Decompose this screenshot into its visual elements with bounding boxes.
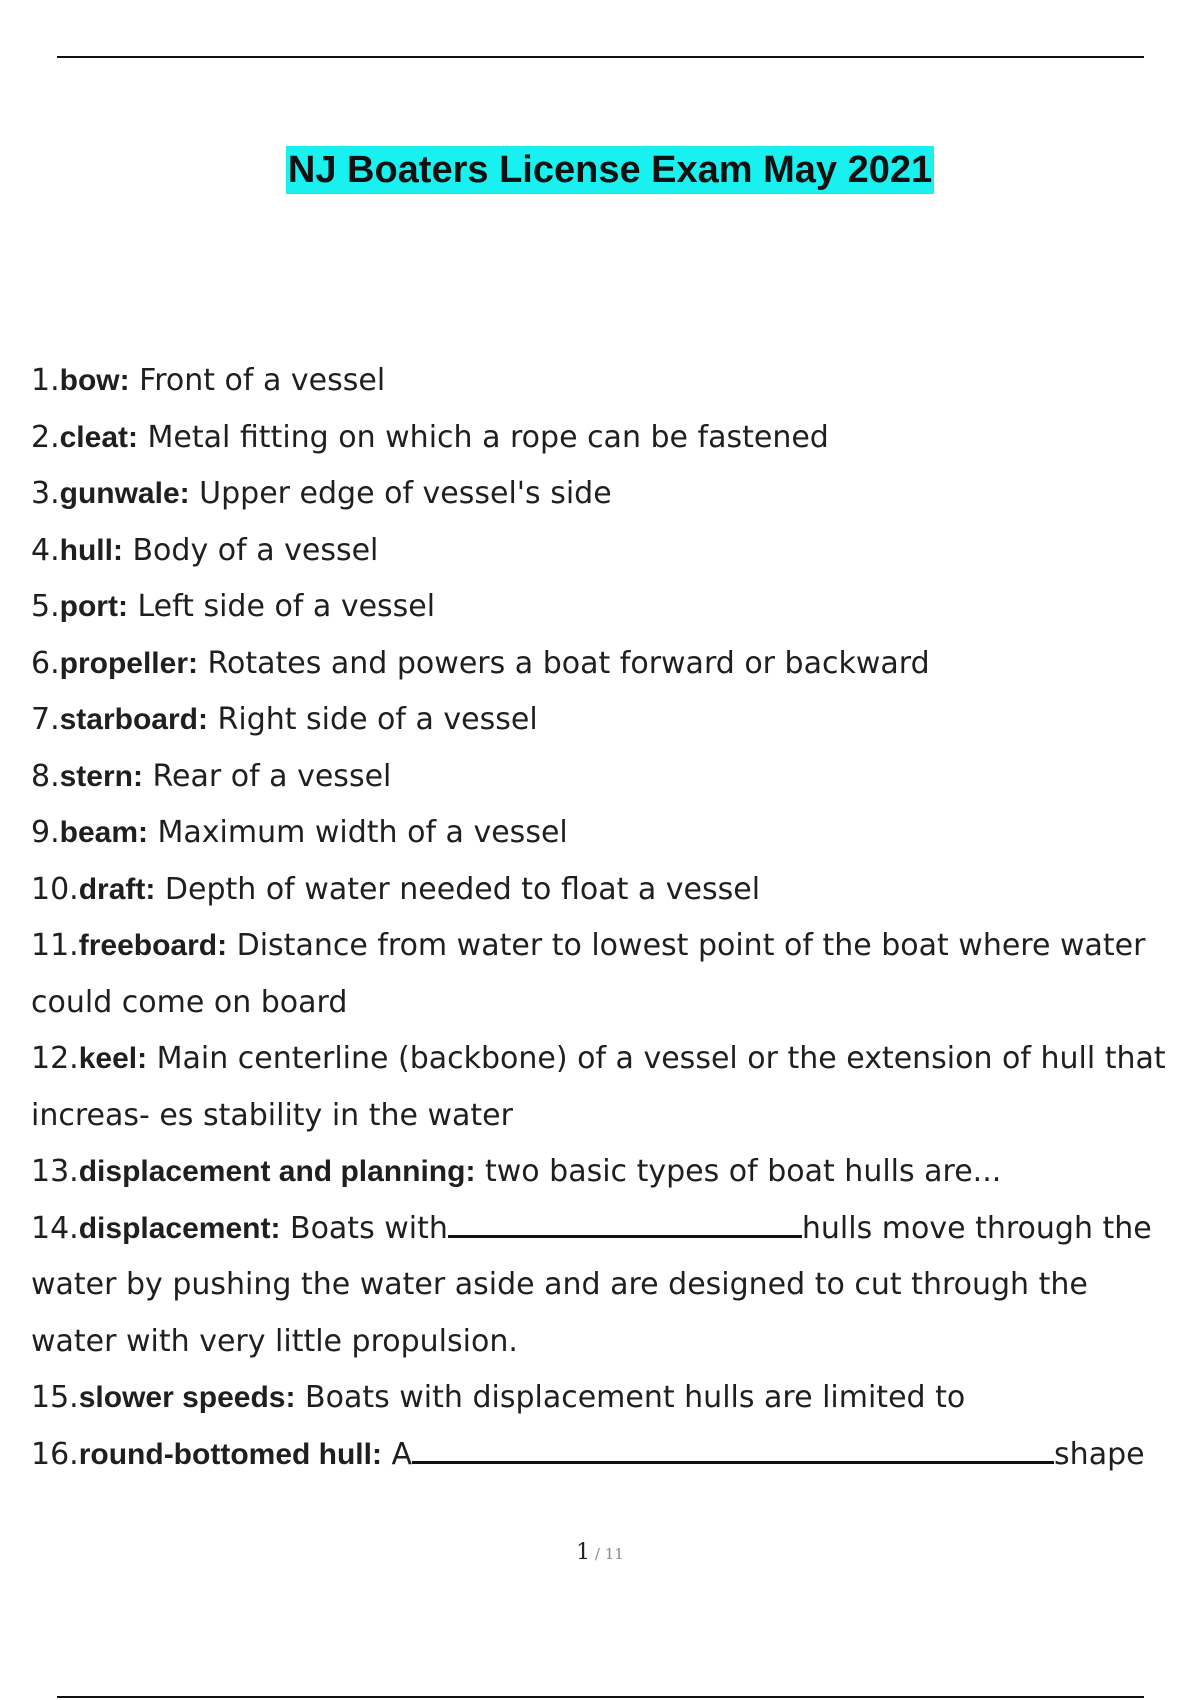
term-list — [31, 353, 1181, 1483]
item-term: port: — [59, 590, 128, 623]
item-term: starboard: — [59, 703, 208, 736]
item-term: round-bottomed hull: — [78, 1437, 382, 1471]
list-item — [31, 523, 1181, 580]
list-item — [31, 749, 1181, 806]
page-separator: / — [590, 1545, 605, 1563]
item-definition: Boats with displacement hulls are limited to — [295, 1380, 966, 1415]
item-definition-end: hulls move through the water by pushing the water aside and are designed to cut through the water with very little propulsion. — [31, 1210, 1152, 1359]
item-term: cleat: — [59, 420, 138, 454]
item-number: 13. — [31, 1154, 79, 1189]
item-term: gunwale: — [59, 477, 190, 510]
item-number: 4. — [31, 532, 60, 568]
list-item — [31, 692, 1181, 749]
list-item — [31, 579, 1181, 636]
item-term: hull: — [59, 533, 123, 567]
bottom-rule — [57, 1696, 1144, 1698]
page-current: 1 — [576, 1540, 591, 1565]
title-container — [0, 146, 1200, 194]
list-item — [31, 1031, 1181, 1144]
item-number: 15. — [31, 1380, 79, 1415]
list-item — [31, 862, 1181, 919]
item-number: 12. — [31, 1041, 79, 1076]
item-definition: Maximum width of a vessel — [147, 815, 568, 850]
list-item — [31, 1370, 1181, 1427]
item-definition-end: shape — [1054, 1436, 1145, 1472]
list-item — [31, 410, 1181, 467]
item-definition: Depth of water needed to float a vessel — [155, 871, 761, 907]
item-number: 1. — [31, 363, 60, 398]
item-term: displacement: — [78, 1211, 281, 1245]
item-definition: Body of a vessel — [122, 532, 379, 568]
item-definition: Rotates and powers a boat forward or backward — [197, 645, 930, 681]
item-number: 6. — [31, 645, 60, 681]
item-term: slower speeds: — [78, 1381, 296, 1414]
list-item — [31, 805, 1181, 862]
item-definition: Right side of a vessel — [207, 702, 538, 737]
item-number: 5. — [31, 589, 60, 624]
page-total: 11 — [604, 1545, 624, 1563]
item-term: beam: — [59, 816, 148, 849]
item-definition: two basic types of boat hulls are... — [475, 1154, 1002, 1189]
item-number: 9. — [31, 815, 60, 850]
list-item — [31, 466, 1181, 523]
item-number: 2. — [31, 419, 60, 455]
list-item — [31, 353, 1181, 410]
item-number: 7. — [31, 702, 60, 737]
item-term: draft: — [78, 872, 156, 906]
list-item — [31, 1427, 1181, 1484]
item-term: stern: — [59, 759, 143, 793]
page-number — [0, 1540, 1200, 1565]
item-definition-start: A — [381, 1436, 413, 1472]
item-definition: Rear of a vessel — [142, 758, 392, 794]
item-definition: Main centerline (backbone) of a vessel or the extension of hull that increas- es stability in the water — [31, 1041, 1166, 1133]
list-item — [31, 1144, 1181, 1201]
list-item — [31, 918, 1181, 1031]
item-number: 11. — [31, 928, 79, 963]
item-number: 3. — [31, 476, 60, 511]
item-definition: Metal fitting on which a rope can be fastened — [138, 419, 829, 455]
document-title: NJ Boaters License Exam May 2021 — [286, 146, 934, 194]
list-item — [31, 1201, 1181, 1371]
item-number: 16. — [31, 1436, 79, 1472]
list-item — [31, 636, 1181, 693]
item-definition: Left side of a vessel — [127, 589, 436, 624]
item-number: 14. — [31, 1210, 79, 1246]
item-term: propeller: — [59, 646, 198, 680]
item-term: bow: — [59, 364, 130, 397]
item-definition: Upper edge of vessel's side — [189, 476, 612, 511]
item-definition: Front of a vessel — [129, 363, 386, 398]
item-term: keel: — [78, 1042, 148, 1075]
item-definition-start: Boats with — [280, 1210, 448, 1246]
item-number: 8. — [31, 758, 60, 794]
fill-in-blank — [448, 1205, 802, 1238]
item-term: displacement and planning: — [78, 1155, 476, 1188]
item-definition: Distance from water to lowest point of the boat where water could come on board — [31, 928, 1146, 1020]
item-number: 10. — [31, 871, 79, 907]
fill-in-blank — [412, 1431, 1054, 1464]
top-rule — [57, 56, 1144, 58]
item-term: freeboard: — [78, 929, 228, 962]
